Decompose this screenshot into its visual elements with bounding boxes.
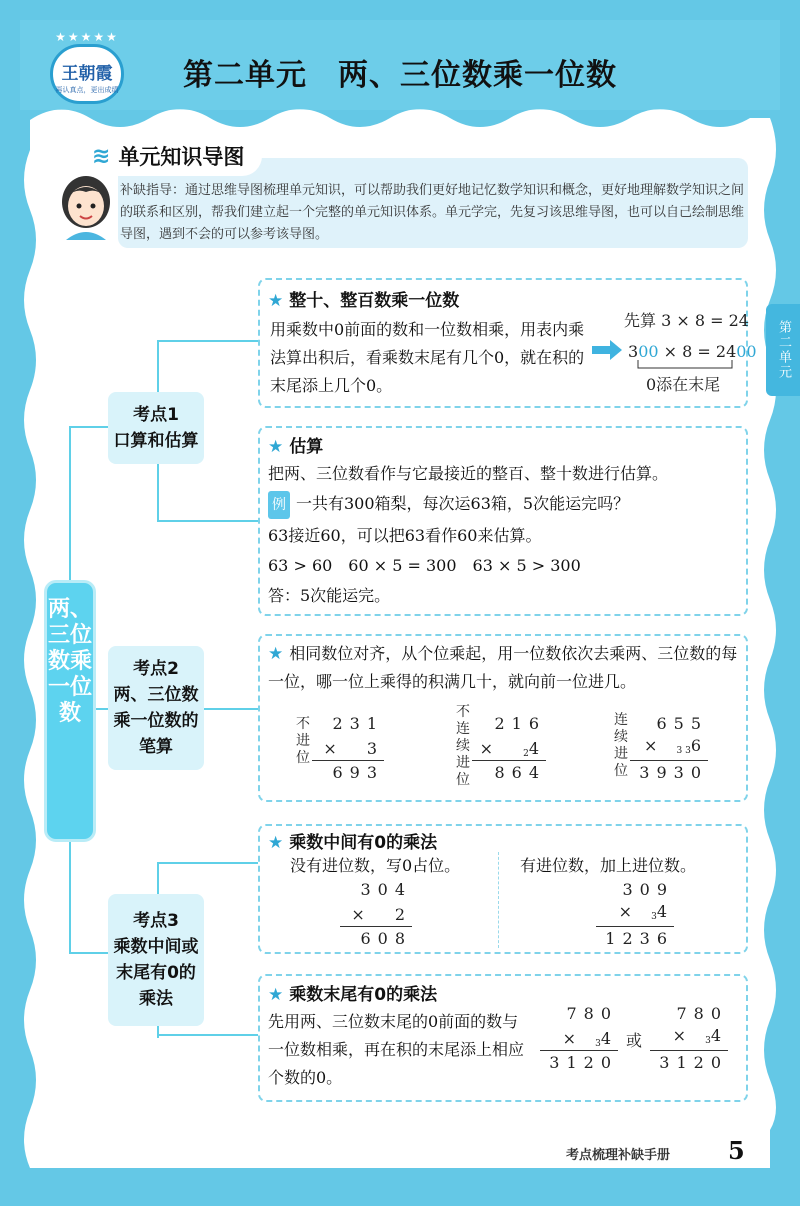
example-text: 一共有300箱梨，每次运63箱，5次能运完吗？ <box>296 494 630 513</box>
calc-rule <box>630 760 708 761</box>
logo-subtitle: 再认真点，更出成绩 <box>55 86 119 94</box>
unit-title: 第二单元 两、三位数乘一位数 <box>183 58 617 93</box>
topic-node-line: 口算和估算 <box>113 431 199 451</box>
calc-top: 655 <box>656 714 708 733</box>
connector <box>157 520 261 522</box>
star-icon: ★ <box>268 437 284 457</box>
example-line-3: 0添在末尾 <box>646 375 721 394</box>
carry-digit: 2 <box>523 749 529 759</box>
operator: × <box>479 739 501 758</box>
card-body: 先用两、三位数末尾的0前面的数与一位数相乘，再在积的末尾添上相应个数的0。 <box>268 1012 525 1087</box>
card-title <box>268 980 437 1005</box>
connector <box>69 426 109 428</box>
card-body-line: 63 > 60 60 × 5 = 300 63 × 5 > 300 <box>268 556 581 575</box>
expression: × 8 = 24 <box>658 342 737 361</box>
topic-node-line: 两、三位数 <box>113 685 199 705</box>
footer-text: 考点梳理补缺手册 <box>566 1148 671 1163</box>
topic-node-3 <box>108 894 204 1026</box>
calc-rule <box>312 760 384 761</box>
calc-rule <box>472 760 546 761</box>
star-icon: ★ <box>268 291 284 311</box>
carry-digit: 3 <box>651 912 657 922</box>
or-text: 或 <box>626 1031 643 1050</box>
calc-result: 3120 <box>549 1053 618 1072</box>
calc-multiplier <box>472 736 546 758</box>
operator: × <box>672 1026 693 1045</box>
vertical-calc <box>312 714 384 785</box>
topic-node-line: 笔算 <box>139 737 173 757</box>
calc-result: 864 <box>494 763 546 782</box>
operator: × <box>562 1029 583 1048</box>
multiplier: 4 <box>656 902 674 921</box>
connector <box>157 862 261 864</box>
topic-node-line: 考点3 <box>133 911 179 931</box>
mindmap-root: 两、三位数乘一位数 <box>44 580 96 842</box>
operator: × <box>618 902 639 921</box>
calc-rule <box>340 926 412 927</box>
connector <box>157 464 159 520</box>
connector <box>157 1034 261 1036</box>
connector <box>157 1026 159 1038</box>
digit: 3 <box>628 342 639 361</box>
vertical-calc <box>630 714 708 785</box>
operator: × <box>323 739 344 758</box>
arrow-right-icon <box>592 340 622 360</box>
card-title <box>268 432 323 457</box>
star-icon: ★ <box>268 985 284 1005</box>
highlight-zeros: 00 <box>638 342 659 361</box>
connector <box>69 842 71 952</box>
multiplier: 6 <box>690 736 708 755</box>
calc-rule <box>650 1050 728 1051</box>
calc-result: 1236 <box>605 929 674 948</box>
calc-result: 3930 <box>639 763 708 782</box>
connector <box>157 340 261 342</box>
calc-top: 309 <box>622 880 674 899</box>
calc-rule <box>540 1050 618 1051</box>
calc-multiplier <box>312 736 384 758</box>
calc-top: 304 <box>360 880 412 899</box>
calc-multiplier <box>650 1026 728 1048</box>
guide-text: 补缺指导：通过思维导图梳理单元知识，可以帮助我们更好地记忆数学知识和概念，更好地理解数学知识之间的联系和区别，帮我们建立起一个完整的单元知识体系。单元学完，先复习该思维导图，也可以自己绘制思维导图，遇到不会的可以参考该导图。 <box>120 183 745 242</box>
vertical-calc <box>340 880 412 951</box>
unit-side-tab: 第二单元 <box>766 304 800 396</box>
vertical-calc <box>596 880 674 951</box>
page-number: 5 <box>728 1136 745 1165</box>
calc-top: 231 <box>332 714 384 733</box>
calc-top: 216 <box>494 714 546 733</box>
wave-icon: ≋ <box>92 143 111 169</box>
divider <box>498 852 499 948</box>
operator: × <box>351 905 372 924</box>
calc-multiplier <box>340 902 412 924</box>
calc-multiplier <box>596 902 674 924</box>
connector <box>96 708 108 710</box>
calc-rule <box>596 926 674 927</box>
card-body-line: 有进位数，加上进位数。 <box>520 856 697 875</box>
star-icon: ★ <box>268 833 284 853</box>
connector <box>157 862 159 894</box>
card-title-text: 乘数末尾有0的乘法 <box>289 985 438 1005</box>
topic-node-line: 乘一位数的 <box>113 711 199 731</box>
calc-multiplier <box>630 736 708 758</box>
card-title <box>268 828 437 853</box>
card-title <box>268 286 459 311</box>
vertical-calc <box>540 1004 618 1075</box>
star-icon: ★ <box>268 644 284 664</box>
highlight-zeros: 00 <box>736 342 757 361</box>
calc-label: 不连续进位 <box>456 704 470 788</box>
calc-top: 780 <box>676 1004 728 1023</box>
card-body-line: 63接近60，可以把63看作60来估算。 <box>268 526 542 545</box>
topic-node-line: 乘数中间或 <box>113 937 199 957</box>
connector <box>69 426 71 580</box>
topic-node-1 <box>108 392 204 464</box>
topic-node-line: 考点1 <box>133 405 179 425</box>
topic-node-line: 考点2 <box>133 659 179 679</box>
calc-label: 不进位 <box>296 716 310 766</box>
calc-top: 780 <box>566 1004 618 1023</box>
multiplier: 3 <box>366 739 384 758</box>
calc-result: 693 <box>332 763 384 782</box>
card-title-text: 乘数中间有0的乘法 <box>289 833 438 853</box>
carry-digit: 3 <box>595 1039 601 1049</box>
calc-result: 608 <box>360 929 412 948</box>
calc-label: 连续进位 <box>614 712 628 779</box>
topic-node-line: 末尾有0的 <box>116 963 196 983</box>
card-body-line: 答：5次能运完。 <box>268 586 391 605</box>
example-line <box>268 490 629 519</box>
card-body <box>268 640 738 696</box>
connector <box>157 340 159 392</box>
calc-result: 3120 <box>659 1053 728 1072</box>
vertical-calc <box>650 1004 728 1075</box>
connector <box>69 952 109 954</box>
vertical-calc <box>472 714 546 785</box>
student-avatar-icon <box>56 172 116 240</box>
card-title-text: 整十、整百数乘一位数 <box>289 291 460 311</box>
multiplier: 4 <box>710 1026 728 1045</box>
operator: × <box>643 736 665 755</box>
card-body-line: 把两、三位数看作与它最接近的整百、整十数进行估算。 <box>268 464 669 483</box>
example-tag: 例 <box>268 491 290 519</box>
topic-node-2 <box>108 646 204 770</box>
topic-node-line: 乘法 <box>139 989 173 1009</box>
card-title-text: 估算 <box>289 437 324 457</box>
card-body-text: 相同数位对齐，从个位乘起，用一位数依次去乘两、三位数的每一位，哪一位上乘得的积满几十，就向前一位进几。 <box>268 644 738 691</box>
section-label-text: 单元知识导图 <box>118 145 245 169</box>
multiplier: 4 <box>528 739 546 758</box>
section-label <box>82 136 262 176</box>
calc-multiplier <box>540 1026 618 1048</box>
carry-digit: 3 <box>705 1036 711 1046</box>
multiplier: 4 <box>600 1029 618 1048</box>
logo-text: 王朝霞 <box>61 64 113 84</box>
example-line-1: 先算 3 × 8 = 24 <box>624 311 749 330</box>
logo-stars: ★★★★★ <box>55 30 119 44</box>
card-body-line: 没有进位数，写0占位。 <box>290 856 461 875</box>
carry-digit: 3 3 <box>676 746 691 756</box>
multiplier: 2 <box>394 905 412 924</box>
connector <box>204 708 260 710</box>
card-body: 用乘数中0前面的数和一位数相乘，用表内乘法算出积后，看乘数末尾有几个0，就在积的末尾添上几个0。 <box>270 320 585 395</box>
example-line-2 <box>628 342 757 361</box>
